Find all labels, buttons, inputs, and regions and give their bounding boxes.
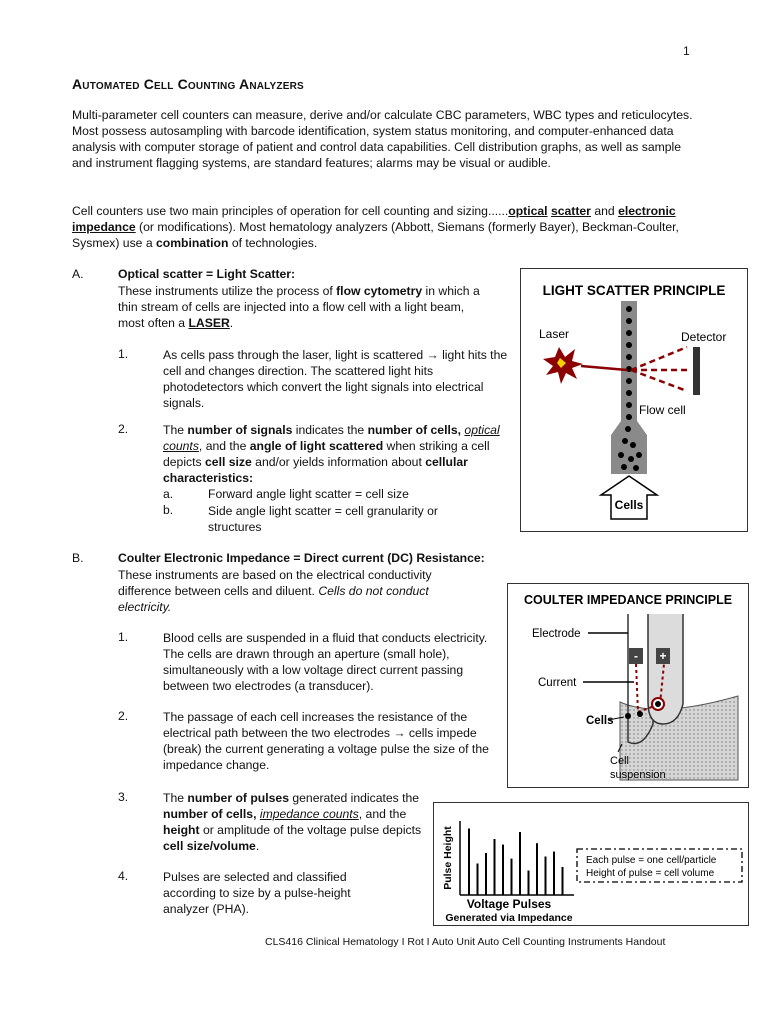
section-a-desc-3: . xyxy=(229,316,234,330)
section-a-letter: A. xyxy=(72,267,84,281)
b-item3-text xyxy=(163,790,438,854)
light-scatter-figure xyxy=(520,268,748,532)
a-item2-j: and/or yields information about xyxy=(251,455,426,469)
a-sub-a-text: Forward angle light scatter = cell size xyxy=(208,487,409,501)
optical-term: optical xyxy=(508,204,548,218)
electronic-term: electronic xyxy=(618,204,676,218)
principles-text-3: of technologies. xyxy=(228,236,318,250)
pulse-bars xyxy=(468,829,564,896)
pulse-bar xyxy=(468,829,470,896)
pulse-height-axis-label: Pulse Height xyxy=(442,826,454,890)
and-text: and xyxy=(590,204,615,218)
flow-cell-label: Flow cell xyxy=(639,403,686,417)
page-title: Automated Cell Counting Analyzers xyxy=(72,76,304,92)
voltage-pulses-label: Voltage Pulses xyxy=(466,897,552,911)
a-item2-g: angle of light scattered xyxy=(249,439,384,453)
b-item4-number: 4. xyxy=(118,869,129,883)
light-scatter-diagram xyxy=(521,269,747,531)
a-sub-b-letter: b. xyxy=(163,503,174,517)
b-item2-text: The passage of each cell increases the resistance of the electrical path between the two electrodes → cells impede (break) the current generating a voltage pulse the size of the impedance change. xyxy=(163,710,489,772)
a-item2-b: number of signals xyxy=(187,423,293,437)
b-item3-c: generated indicates the xyxy=(288,791,420,805)
pulse-bar xyxy=(519,832,521,895)
current-label: Current xyxy=(538,677,577,689)
footer-text: CLS416 Clinical Hematology I Rot I Auto Unit Auto Cell Counting Instruments Handout xyxy=(265,936,666,948)
aperture-cell xyxy=(655,701,661,707)
electrode-label: Electrode xyxy=(532,628,581,640)
suspension-label-1: Cell xyxy=(610,755,629,767)
combination-term: combination xyxy=(156,236,229,250)
section-a-desc-2: in which a thin stream of cells are injected into a flow cell with a light beam, most often a xyxy=(118,284,480,330)
intro-paragraph: Multi-parameter cell counters can measure, derive and/or calculate CBC parameters, WBC types and reticulocytes. Most possess autosampling with barcode identification, system status monitoring, and computer-enhanced data analysis with computer storage of patient and control data capabilities. Cell distribution graphs, as well as sample and instrument flagging systems, are standard features; alarms may be visual or audible. xyxy=(72,108,693,170)
pulse-bar xyxy=(494,839,496,895)
b-item3-number: 3. xyxy=(118,790,129,804)
a-item2-h: when striking a cell depicts xyxy=(163,439,490,469)
pulse-bar xyxy=(545,857,547,896)
b-item3-i: cell size/volume xyxy=(163,839,256,853)
b-item3-a: The xyxy=(163,791,188,805)
a-item2-i: cell size xyxy=(205,455,252,469)
b-item3-d: number of cells, xyxy=(163,807,257,821)
a-item2-f: , and the xyxy=(198,439,250,453)
a-sub-a-letter: a. xyxy=(163,487,174,501)
a-item2-c: indicates the xyxy=(292,423,368,437)
a-sub-b-text: Side angle light scatter = cell granularity or structures xyxy=(208,504,438,534)
b-item1-text: Blood cells are suspended in a fluid that conducts electricity. The cells are drawn through an aperture (small hole), simultaneously with a low voltage direct current passing between two electrodes (a transducer). xyxy=(163,631,488,693)
pulse-bar xyxy=(485,853,487,895)
pulse-legend-line-1: Each pulse = one cell/particle xyxy=(586,855,717,866)
section-b-desc-text: These instruments are based on the electrical conductivity difference between cells and diluent. xyxy=(118,568,432,598)
suspension-cell-1 xyxy=(625,713,631,719)
pulse-legend-line-2: Height of pulse = cell volume xyxy=(586,868,715,879)
section-a-desc-1: These instruments utilize the process of xyxy=(118,284,337,298)
b-item3-j: . xyxy=(255,839,260,853)
voltage-pulses-figure xyxy=(433,802,749,926)
section-a-desc xyxy=(118,283,488,331)
b-item3-f: , and the xyxy=(358,807,407,821)
cells-coulter-label: Cells xyxy=(586,715,614,727)
principles-text-2: (or modifications). Most hematology analyzers (Abbott, Siemans (formerly Bayer), Beckman-Coulter, Sysmex) use a xyxy=(72,220,679,250)
pulse-bar xyxy=(511,859,513,895)
scatter-lines xyxy=(631,347,687,391)
coulter-diagram xyxy=(508,584,748,787)
suspension-label-2: suspension xyxy=(610,769,666,781)
b-item3-e: impedance counts xyxy=(259,807,359,821)
section-b-heading: Coulter Electronic Impedance = Direct current (DC) Resistance: xyxy=(118,551,485,565)
laser-term: LASER xyxy=(188,316,230,330)
section-b-desc xyxy=(118,567,478,615)
flow-cytometry-term: flow cytometry xyxy=(336,284,423,298)
voltage-pulses-chart xyxy=(434,803,748,925)
b-item3-g: height xyxy=(163,823,200,837)
detector-plate xyxy=(693,347,700,395)
b-item2-number: 2. xyxy=(118,709,129,723)
section-b-letter: B. xyxy=(72,551,84,565)
pulse-bar xyxy=(553,852,555,895)
pulse-bar xyxy=(502,845,504,895)
laser-beam xyxy=(581,366,627,370)
b-item3-b: number of pulses xyxy=(187,791,289,805)
principles-paragraph xyxy=(72,203,702,251)
light-scatter-title: LIGHT SCATTER PRINCIPLE xyxy=(542,283,726,298)
a-item2-text xyxy=(163,422,508,486)
suspension-cell-2 xyxy=(637,711,643,717)
impedance-term: impedance xyxy=(72,220,136,234)
a-item2-e: optical counts xyxy=(163,423,500,453)
generated-via-label: Generated via Impedance xyxy=(445,912,573,924)
pulse-bar xyxy=(528,871,530,896)
a-item1-text: As cells pass through the laser, light is scattered → light hits the cell and changes direction. The scattered light hits photodetectors which convert the light signals into electrical signals. xyxy=(163,348,508,410)
minus-sign: - xyxy=(634,649,638,663)
a-item1-number: 1. xyxy=(118,347,129,361)
b-item3-h: or amplitude of the voltage pulse depicts xyxy=(199,823,422,837)
principles-text-1: Cell counters use two main principles of operation for cell counting and sizing...... xyxy=(72,204,509,218)
b-item4-text: Pulses are selected and classified according to size by a pulse-height analyzer (PHA). xyxy=(163,870,351,916)
detector-label: Detector xyxy=(681,330,727,344)
a-item2-number: 2. xyxy=(118,422,129,436)
a-item2-a: The xyxy=(163,423,188,437)
page-number: 1 xyxy=(683,44,690,58)
plus-sign: + xyxy=(659,649,667,663)
coulter-figure xyxy=(507,583,749,788)
coulter-title: COULTER IMPEDANCE PRINCIPLE xyxy=(523,593,733,607)
pulse-bar xyxy=(477,864,479,896)
laser-label: Laser xyxy=(539,327,570,341)
cells-label: Cells xyxy=(614,498,644,512)
section-b-desc-italic: Cells do not conduct electricity. xyxy=(118,584,429,614)
pulse-bar xyxy=(536,843,538,895)
b-item1-number: 1. xyxy=(118,630,129,644)
a-item2-k: cellular characteristics: xyxy=(163,455,468,485)
a-item2-d: number of cells, xyxy=(367,423,462,437)
scatter-term: scatter xyxy=(550,204,591,218)
section-a-heading: Optical scatter = Light Scatter: xyxy=(118,267,296,281)
pulse-bar xyxy=(562,867,564,895)
